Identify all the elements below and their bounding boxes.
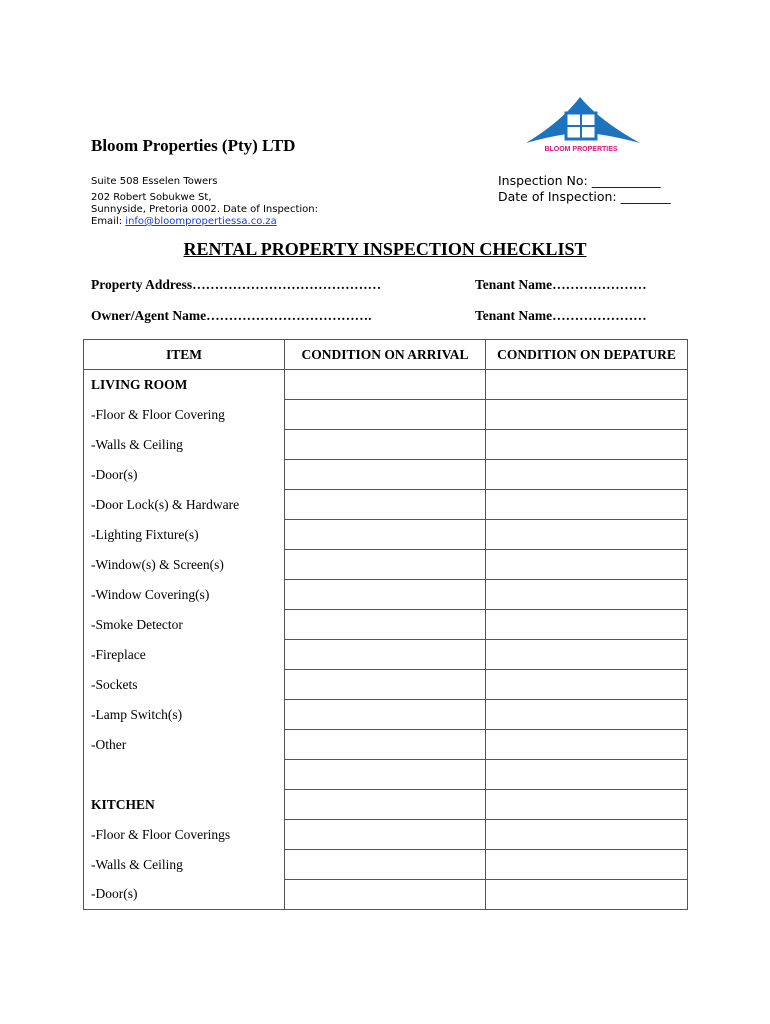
- arrival-condition-cell[interactable]: [285, 370, 486, 400]
- arrival-condition-cell[interactable]: [285, 550, 486, 580]
- company-name: Bloom Properties (Pty) LTD: [91, 136, 296, 155]
- item-label: -Sockets: [84, 670, 285, 700]
- table-row: [84, 670, 688, 700]
- departure-condition-cell[interactable]: [486, 760, 688, 790]
- departure-condition-cell[interactable]: [486, 610, 688, 640]
- arrival-condition-cell[interactable]: [285, 430, 486, 460]
- table-row: [84, 790, 688, 820]
- table-row: [84, 550, 688, 580]
- email-label: Email:: [91, 216, 126, 227]
- address-line-3: Sunnyside, Pretoria 0002. Date of Inspection:: [91, 204, 318, 215]
- email-link[interactable]: info@bloompropertiessa.co.za: [125, 216, 277, 227]
- departure-condition-cell[interactable]: [486, 670, 688, 700]
- logo-text: BLOOM PROPERTIES: [544, 146, 618, 153]
- departure-condition-cell[interactable]: [486, 700, 688, 730]
- table-row: [84, 760, 688, 790]
- header-arrival: CONDITION ON ARRIVAL: [285, 340, 486, 370]
- departure-condition-cell[interactable]: [486, 550, 688, 580]
- arrival-condition-cell[interactable]: [285, 790, 486, 820]
- departure-condition-cell[interactable]: [486, 850, 688, 880]
- arrival-condition-cell[interactable]: [285, 700, 486, 730]
- table-row: [84, 430, 688, 460]
- section-heading: KITCHEN: [84, 790, 285, 820]
- header-item: ITEM: [84, 340, 285, 370]
- item-label: [84, 760, 285, 790]
- table-row: [84, 880, 688, 910]
- table-row: [84, 520, 688, 550]
- section-heading: LIVING ROOM: [84, 370, 285, 400]
- arrival-condition-cell[interactable]: [285, 670, 486, 700]
- item-label: -Walls & Ceiling: [84, 430, 285, 460]
- departure-condition-cell[interactable]: [486, 880, 688, 910]
- table-row: [84, 820, 688, 850]
- company-logo: [522, 93, 642, 155]
- arrival-condition-cell[interactable]: [285, 760, 486, 790]
- address-line-2: 202 Robert Sobukwe St,: [91, 192, 212, 203]
- arrival-condition-cell[interactable]: [285, 820, 486, 850]
- table-row: [84, 850, 688, 880]
- table-row: [84, 700, 688, 730]
- departure-condition-cell[interactable]: [486, 430, 688, 460]
- arrival-condition-cell[interactable]: [285, 520, 486, 550]
- table-row: [84, 490, 688, 520]
- item-label: -Door(s): [84, 880, 285, 910]
- email-line: [91, 216, 277, 228]
- property-address-field: Property Address……………………………………: [91, 277, 382, 292]
- departure-condition-cell[interactable]: [486, 580, 688, 610]
- header-departure: CONDITION ON DEPATURE: [486, 340, 688, 370]
- table-row: [84, 640, 688, 670]
- departure-condition-cell[interactable]: [486, 370, 688, 400]
- document-title: RENTAL PROPERTY INSPECTION CHECKLIST: [183, 239, 587, 259]
- table-row: [84, 730, 688, 760]
- inspection-table: [83, 339, 688, 910]
- table-row: [84, 400, 688, 430]
- arrival-condition-cell[interactable]: [285, 880, 486, 910]
- arrival-condition-cell[interactable]: [285, 580, 486, 610]
- item-label: -Walls & Ceiling: [84, 850, 285, 880]
- inspection-date: Date of Inspection: ________: [498, 189, 671, 204]
- tenant-name-field-2: Tenant Name…………………: [475, 308, 647, 323]
- arrival-condition-cell[interactable]: [285, 490, 486, 520]
- table-row: [84, 580, 688, 610]
- item-label: -Floor & Floor Covering: [84, 400, 285, 430]
- address-line-1: Suite 508 Esselen Towers: [91, 176, 218, 187]
- arrival-condition-cell[interactable]: [285, 400, 486, 430]
- departure-condition-cell[interactable]: [486, 790, 688, 820]
- departure-condition-cell[interactable]: [486, 400, 688, 430]
- tenant-name-field-1: Tenant Name…………………: [475, 277, 647, 292]
- departure-condition-cell[interactable]: [486, 520, 688, 550]
- item-label: -Window(s) & Screen(s): [84, 550, 285, 580]
- table-row: [84, 460, 688, 490]
- item-label: -Door(s): [84, 460, 285, 490]
- departure-condition-cell[interactable]: [486, 820, 688, 850]
- departure-condition-cell[interactable]: [486, 460, 688, 490]
- item-label: -Door Lock(s) & Hardware: [84, 490, 285, 520]
- item-label: -Lamp Switch(s): [84, 700, 285, 730]
- owner-agent-field: Owner/Agent Name……………………………….: [91, 308, 372, 323]
- table-header-row: [84, 340, 688, 370]
- item-label: -Floor & Floor Coverings: [84, 820, 285, 850]
- table-row: [84, 370, 688, 400]
- departure-condition-cell[interactable]: [486, 490, 688, 520]
- arrival-condition-cell[interactable]: [285, 610, 486, 640]
- table-row: [84, 610, 688, 640]
- item-label: -Other: [84, 730, 285, 760]
- departure-condition-cell[interactable]: [486, 730, 688, 760]
- arrival-condition-cell[interactable]: [285, 850, 486, 880]
- item-label: -Lighting Fixture(s): [84, 520, 285, 550]
- item-label: -Smoke Detector: [84, 610, 285, 640]
- arrival-condition-cell[interactable]: [285, 460, 486, 490]
- inspection-number: Inspection No: ___________: [498, 173, 661, 188]
- item-label: -Window Covering(s): [84, 580, 285, 610]
- item-label: -Fireplace: [84, 640, 285, 670]
- arrival-condition-cell[interactable]: [285, 730, 486, 760]
- departure-condition-cell[interactable]: [486, 640, 688, 670]
- arrival-condition-cell[interactable]: [285, 640, 486, 670]
